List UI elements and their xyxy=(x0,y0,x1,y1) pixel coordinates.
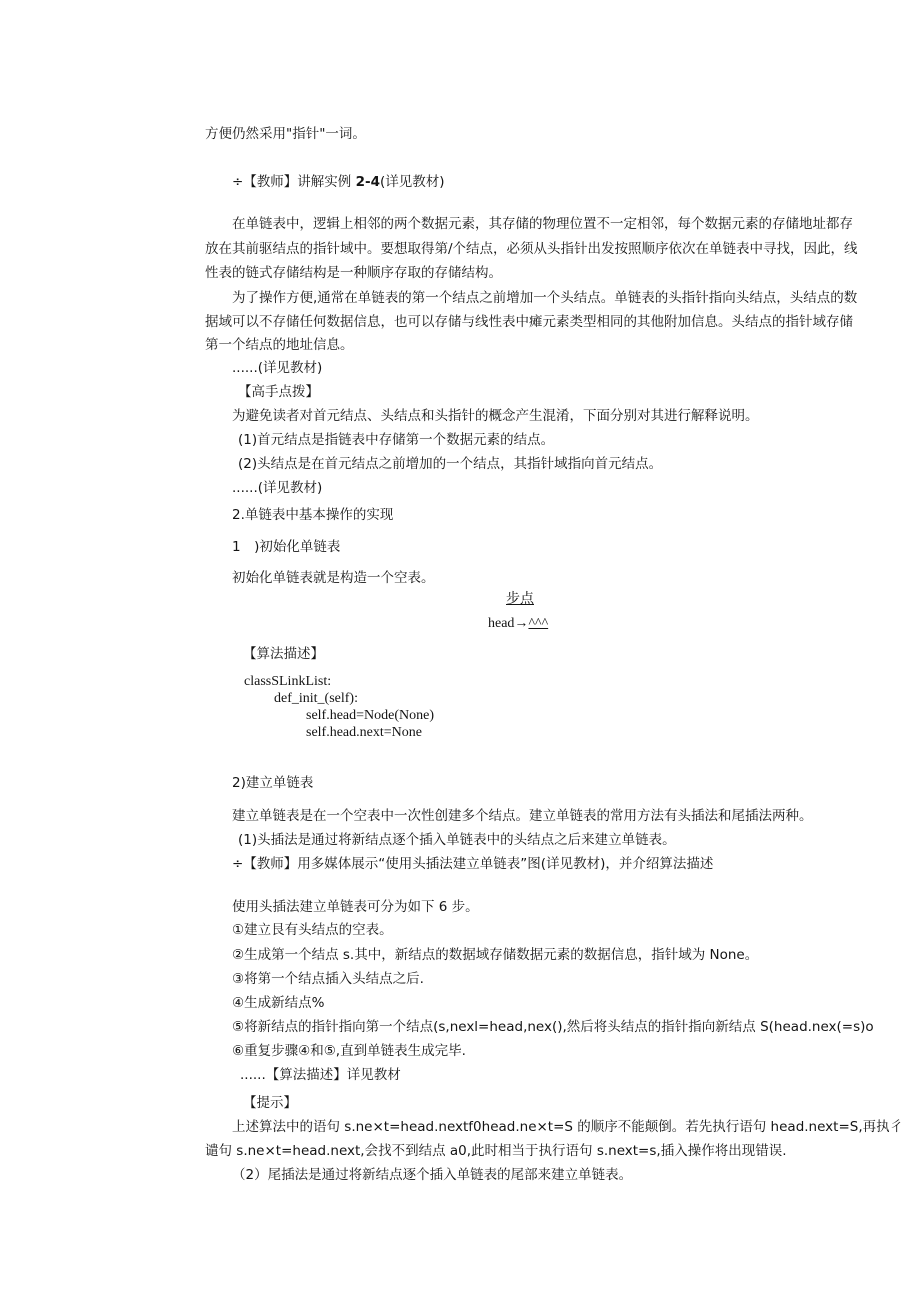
list-item: (1)头插法是通过将新结点逐个插入单链表中的头结点之后来建立单链表。 xyxy=(238,832,676,848)
paragraph-line: 上述算法中的语句 s.ne×t=head.nextf0head.ne×t=S 的顺序不能颠倒。若先执行语句 head.next=S,再执彳 xyxy=(232,1119,904,1135)
paragraph-line: 谴句 s.ne×t=head.next,会找不到结点 a0,此时相当于执行语句 s.next=s,插入操作将出现错误. xyxy=(205,1143,787,1159)
subsection-heading: 1 )初始化单链表 xyxy=(232,539,341,555)
list-item: （2）尾插法是通过将新结点逐个插入单链表的尾部来建立单链表。 xyxy=(232,1167,633,1183)
paragraph-line: 据域可以不存储任何数据信息，也可以存储与线性表中瘫元素类型相同的其他附加信息。头结点的指针域存储 xyxy=(205,314,853,330)
list-item: (2)头结点是在首元结点之前增加的一个结点，其指针域指向首元结点。 xyxy=(238,456,663,472)
see-textbook-note: (详见教材) xyxy=(380,174,445,190)
paragraph-line: 为避免读者对首元结点、头结点和头指针的概念产生混淆，下面分别对其进行解释说明。 xyxy=(232,408,759,424)
list-item: (1)首元结点是指链表中存储第一个数据元素的结点。 xyxy=(238,432,555,448)
figure-head-pointer xyxy=(488,614,548,634)
example-number: 2-4 xyxy=(355,174,380,190)
step-item: ⑥重复步骤④和⑤,直到单链表生成完毕. xyxy=(232,1043,466,1059)
paragraph-line: 方便仍然采用"指针"一词。 xyxy=(205,126,366,142)
head-label: head→ xyxy=(488,616,529,631)
step-item: ③将第一个结点插入头结点之后. xyxy=(232,971,424,987)
step-item: ⑤将新结点的指针指向第一个结点(s,nexl=head,nex(),然后将头结点的指针指向新结点 S(head.nex(=s)o xyxy=(232,1019,874,1035)
code-line: def_init_(self): xyxy=(274,691,358,706)
see-textbook-note: ......(详见教材) xyxy=(232,360,323,376)
paragraph-line: 在单链表中，逻辑上相邻的两个数据元素，其存储的物理位置不一定相邻，每个数据元素的存储地址都存 xyxy=(232,216,853,232)
step-item: ④生成新结点% xyxy=(232,995,325,1011)
step-item: ②生成第一个结点 s.其中，新结点的数据域存储数据元素的数据信息，指针域为 None。 xyxy=(232,947,759,963)
section-label: 【提示】 xyxy=(243,1095,297,1111)
teacher-note: ÷【教师】用多媒体展示“使用头插法建立单链表”图(详见教材)，并介绍算法描述 xyxy=(232,856,714,872)
section-label: 【算法描述】 xyxy=(243,646,324,662)
teacher-note-text: ÷【教师】讲解实例 xyxy=(232,174,352,190)
null-node-symbol: ^^^ xyxy=(528,616,549,631)
paragraph-line: 使用头插法建立单链表可分为如下 6 步。 xyxy=(232,899,479,915)
paragraph-line: 初始化单链表就是构造一个空表。 xyxy=(232,570,435,586)
section-label: 【高手点拨】 xyxy=(238,384,319,400)
code-line: self.head=Node(None) xyxy=(306,708,435,723)
see-textbook-note: ......【算法描述】详见教材 xyxy=(240,1067,401,1083)
section-heading: 2.单链表中基本操作的实现 xyxy=(232,507,394,523)
paragraph-line: 放在其前驱结点的指针域中。要想取得第/个结点，必须从头指针出发按照顺序依次在单链表中寻找，因此，线 xyxy=(205,241,858,257)
code-line: self.head.next=None xyxy=(306,725,422,740)
subsection-heading: 2)建立单链表 xyxy=(232,775,314,791)
paragraph-line: 第一个结点的地址信息。 xyxy=(205,337,354,353)
teacher-note xyxy=(232,172,445,192)
paragraph-line: 建立单链表是在一个空表中一次性创建多个结点。建立单链表的常用方法有头插法和尾插法两种。 xyxy=(232,808,813,824)
paragraph-line: 为了操作方便,通常在单链表的第一个结点之前增加一个头结点。单链表的头指针指向头结点，头结点的数 xyxy=(232,290,858,306)
see-textbook-note: ......(详见教材) xyxy=(232,480,323,496)
paragraph-line: 性表的链式存储结构是一种顺序存取的存储结构。 xyxy=(205,265,502,281)
step-item: ①建立艮有头结点的空表。 xyxy=(232,922,393,938)
figure-label: 步点 xyxy=(506,592,534,607)
code-line: classSLinkList: xyxy=(244,674,332,689)
